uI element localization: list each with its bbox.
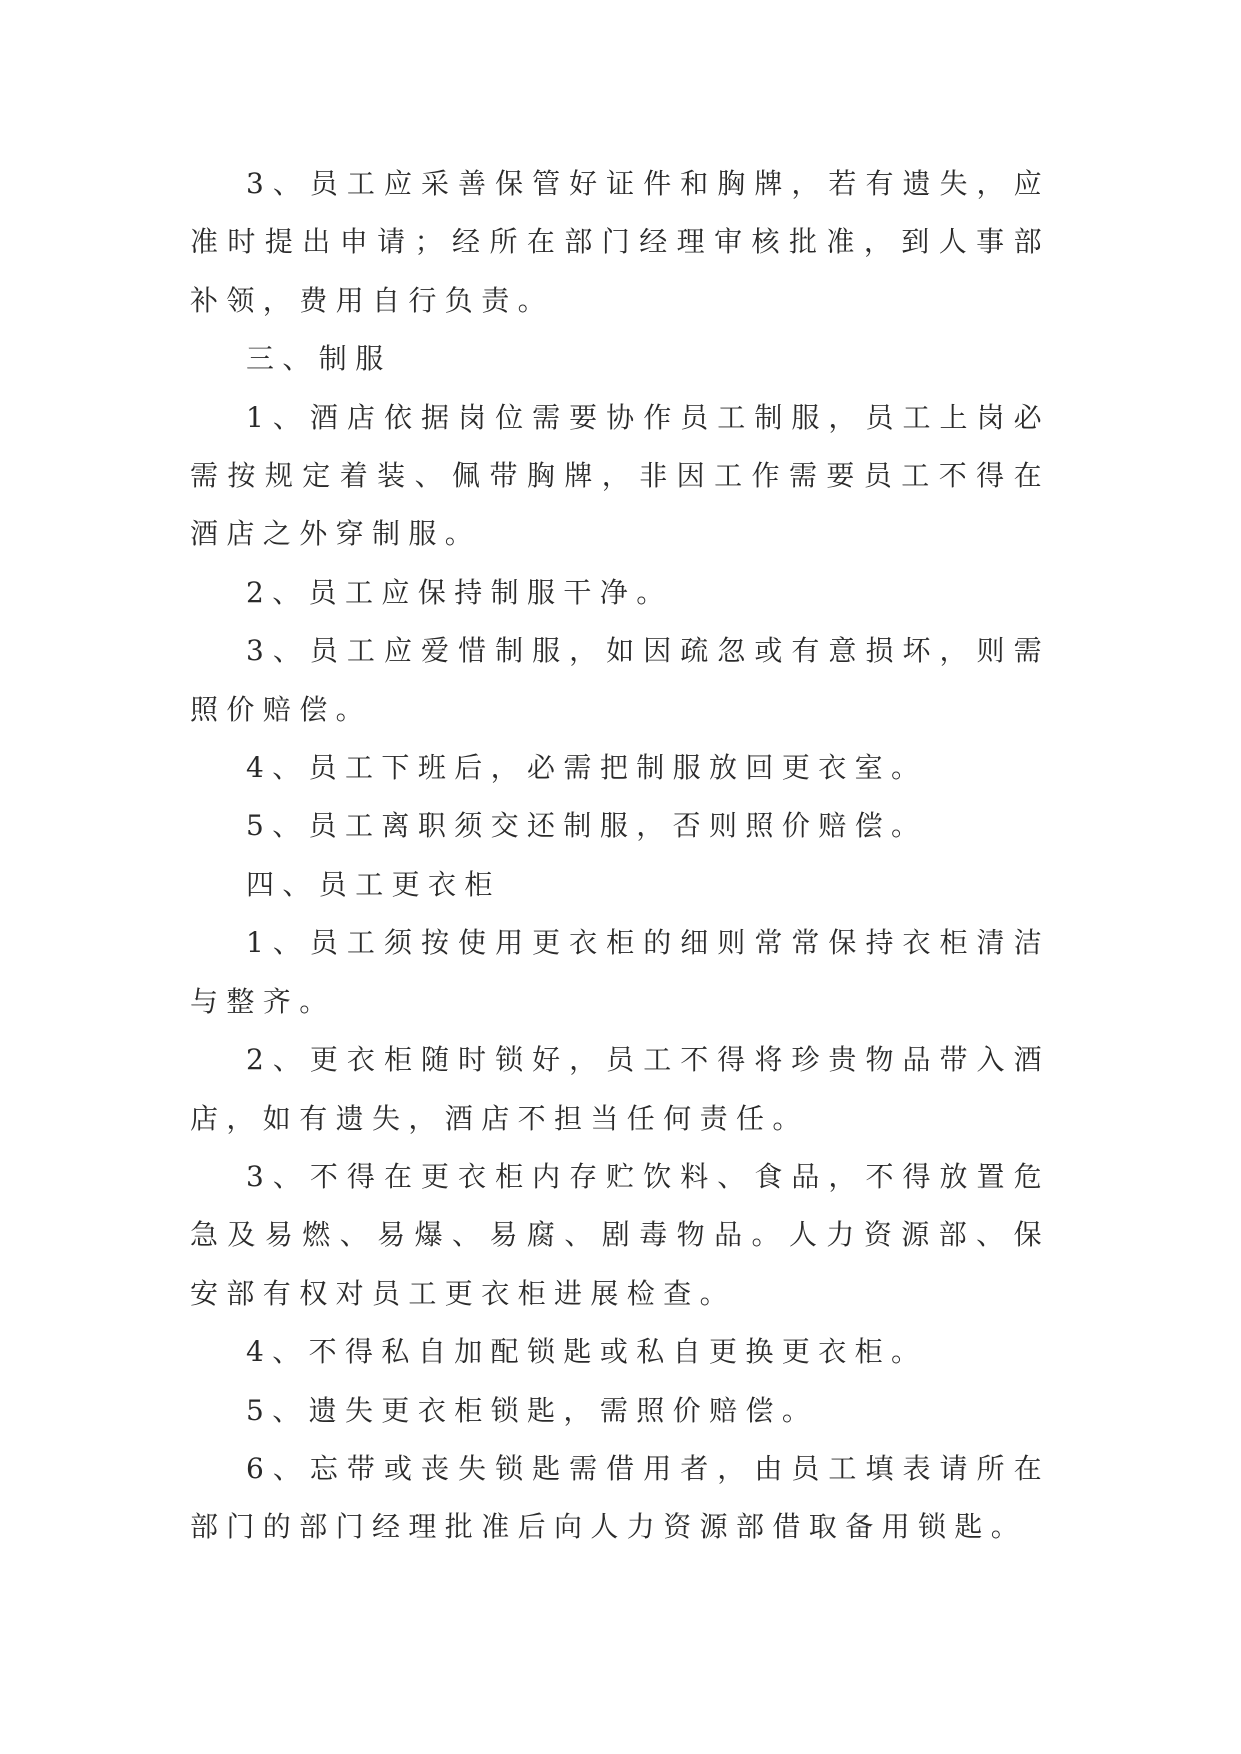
paragraph-locker-rule-4: 4、不得私自加配锁匙或私自更换更衣柜。	[246, 1335, 928, 1369]
paragraph-locker-rule-2: 2、更衣柜随时锁好，员工不得将珍贵物品带入酒店，如有遗失，酒店不担当任何责任。	[190, 1043, 1050, 1135]
paragraph-uniform-rule-4: 4、员工下班后，必需把制服放回更衣室。	[246, 751, 928, 785]
paragraph-locker-rule-1: 1、员工须按使用更衣柜的细则常常保持衣柜清洁与整齐。	[190, 926, 1050, 1018]
document-body	[190, 155, 1050, 1557]
paragraph-locker-rule-6: 6、忘带或丧失锁匙需借用者，由员工填表请所在部门的部门经理批准后向人力资源部借取备用锁匙。	[190, 1451, 1050, 1544]
paragraph-id-card-loss: 3、员工应采善保管好证件和胸牌，若有遗失，应准时提出申请；经所在部门经理审核批准，到人事部补领，费用自行负责。	[190, 167, 1050, 317]
section-heading-locker: 四、员工更衣柜	[246, 867, 501, 901]
paragraph-uniform-rule-1: 1、酒店依据岗位需要协作员工制服，员工上岗必需按规定着装、佩带胸牌，非因工作需要员工不得在酒店之外穿制服。	[190, 400, 1050, 551]
paragraph-uniform-rule-3: 3、员工应爱惜制服，如因疏忽或有意损坏，则需照价赔偿。	[190, 634, 1050, 726]
section-heading-uniform: 三、制服	[246, 342, 392, 376]
paragraph-uniform-rule-5: 5、员工离职须交还制服，否则照价赔偿。	[246, 809, 928, 843]
paragraph-locker-rule-5: 5、遗失更衣柜锁匙，需照价赔偿。	[246, 1393, 819, 1427]
paragraph-locker-rule-3: 3、不得在更衣柜内存贮饮料、食品，不得放置危急及易燃、易爆、易腐、剧毒物品。人力资源部、保安部有权对员工更衣柜进展检查。	[190, 1159, 1050, 1310]
paragraph-uniform-rule-2: 2、员工应保持制服干净。	[246, 575, 673, 609]
